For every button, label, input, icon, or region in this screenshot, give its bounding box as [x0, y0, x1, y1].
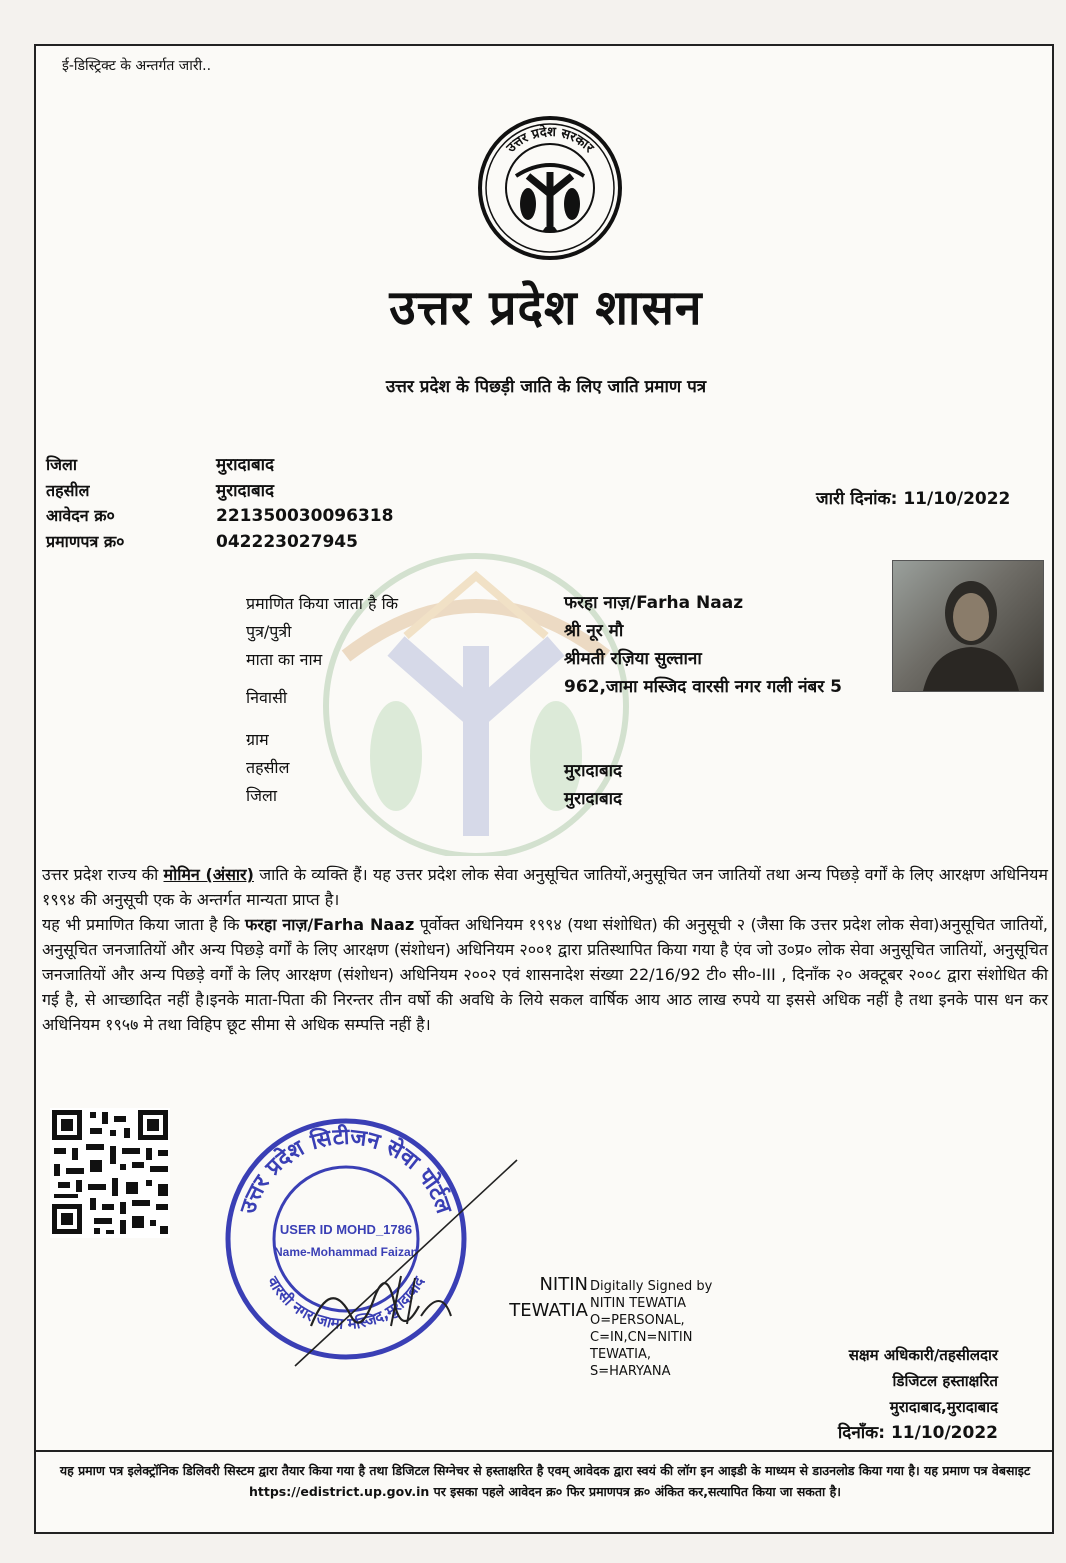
- village-label: ग्राम: [246, 730, 269, 749]
- body-p1-rest: जाति के व्यक्ति हैं। यह उत्तर प्रदेश लोक सेवा अनुसूचित जातियों,अनुसूचित जन जातियों तथा अन्य पिछड़े वर्गों के लिए आरक्षण अधिनियम १९९४ की अनुसूची एक के अन्तर्गत मान्यता प्राप्त है।: [42, 865, 1048, 909]
- digital-sig-line: NITIN TEWATIA: [590, 1296, 687, 1311]
- meta-certificate-value: 042223027945: [216, 532, 358, 552]
- certified-value: फरहा नाज़/Farha Naaz: [564, 593, 744, 613]
- mother-label: माता का नाम: [246, 650, 323, 669]
- child-label: पुत्र/पुत्री: [246, 622, 292, 641]
- meta-district: [46, 452, 274, 475]
- meta-district-label: जिला: [46, 455, 78, 474]
- footer-note: यह प्रमाण पत्र इलेक्ट्रॉनिक डिलिवरी सिस्टम द्वारा तैयार किया गया है तथा डिजिटल सिग्नेचर से हस्ताक्षरित है एवम् आवेदक द्वारा स्वयं की लॉग इन आइडी के माध्यम से डाउनलोड किया गया है। यह प्रमाण पत्र वेबसाइट https://edistrict.up.gov.in पर इसका पहले आवेदन क्र० फिर प्रमाणपत्र क्र० अंकित कर,सत्यापित किया जा सकता है।: [59, 1463, 1031, 1499]
- certificate-document: [34, 44, 1054, 1534]
- up-government-emblem: [476, 114, 624, 262]
- digital-sig-line: TEWATIA,: [590, 1347, 651, 1362]
- person-silhouette-icon: [893, 561, 1043, 691]
- field-tehsil-value: मुरादाबाद: [564, 761, 623, 781]
- caste-name: मोमिन (अंसार): [163, 865, 254, 884]
- certified-label: प्रमाणित किया जाता है कि: [246, 594, 399, 613]
- certificate-subtitle: उत्तर प्रदेश के पिछड़ी जाति के लिए जाति प्रमाण पत्र: [385, 377, 707, 397]
- resident-value: 962,जामा मस्जिद वारसी नगर गली नंबर 5: [564, 677, 842, 697]
- meta-tehsil-label: तहसील: [46, 481, 90, 500]
- stamp-user-id: USER ID MOHD_1786: [279, 1222, 413, 1237]
- competent-authority-block: [778, 1342, 998, 1446]
- field-district-label: जिला: [246, 786, 278, 805]
- meta-district-value: मुरादाबाद: [216, 455, 275, 475]
- qr-code: [50, 1108, 170, 1238]
- digital-sig-line: S=HARYANA: [590, 1364, 671, 1379]
- body-p2-intro: यह भी प्रमाणित किया जाता है कि: [42, 915, 245, 934]
- handwritten-signature: [291, 1156, 521, 1376]
- meta-tehsil-value: मुरादाबाद: [216, 481, 275, 501]
- stamp-user-name: Name-Mohammad Faizan: [273, 1245, 419, 1259]
- mother-value: श्रीमती रज़िया सुल्ताना: [564, 649, 702, 669]
- authority-location: मुरादाबाद,मुरादाबाद: [889, 1398, 998, 1416]
- digital-sig-line: C=IN,CN=NITIN: [590, 1330, 693, 1345]
- stamp-outer-text: उत्तर प्रदेश सिटीजन सेवा पोर्टल: [235, 1124, 457, 1217]
- resident-label: निवासी: [246, 688, 288, 707]
- applicant-photo: [892, 560, 1044, 692]
- signer-name-line1: NITIN: [539, 1274, 588, 1295]
- body-p2-rest: पूर्वोक्त अधिनियम १९९४ (यथा संशोधित) की अनुसूची २ (जैसा कि उत्तर प्रदेश लोक सेवा)अनुसूचित जातियों, अनुसूचित जनजातियों और अन्य पिछड़े वर्गों के लिए आरक्षण (संशोधन) अधिनियम २००१ द्वारा प्रतिस्थापित किया गया है एंव जो उ०प्र० लोक सेवा अनुसूचित जातियों, अनुसूचित जनजातियों और अन्य पिछड़े वर्गों के लिए आरक्षण (संशोधन) अधिनियम २००२ एवं शासनादेश संख्या 22/16/92 टी० सी०-III , दिनाँक २० अक्टूबर २००८ द्वारा संशोधित की गई है, से आच्छादित नहीं है।इनके माता-पिता की निरन्तर तीन वर्षो की अवधि के लिये सकल वार्षिक आय आठ लाख रुपये या इससे अधिक नहीं है तथा इनके पास धन कर अधिनियम १९५७ मे तथा विहिप छूट सीमा से अधिक सम्पत्ति नहीं है।: [42, 915, 1048, 1034]
- meta-application-label: आवेदन क्र०: [46, 506, 115, 525]
- digital-signer-name: [478, 1272, 588, 1324]
- authority-signed: डिजिटल हस्ताक्षरित: [892, 1372, 998, 1390]
- stamp-bottom-text: वारसी नगर जामा मस्जिद,मुरादाबाद: [263, 1273, 429, 1333]
- field-district-value: मुरादाबाद: [564, 789, 623, 809]
- digital-sig-line: O=PERSONAL,: [590, 1313, 685, 1328]
- child-value: श्री नूर मौ: [564, 621, 624, 641]
- page-title: उत्तर प्रदेश शासन: [389, 280, 703, 336]
- field-tehsil-label: तहसील: [246, 758, 290, 777]
- emblem-text: उत्तर प्रदेश सरकार: [503, 124, 597, 156]
- digital-signature-details: [590, 1278, 740, 1380]
- header-note: ई-डिस्ट्रिक्ट के अन्तर्गत जारी..: [62, 58, 212, 74]
- svg-text:उत्तर प्रदेश सरकार: [503, 124, 597, 157]
- issue-date: जारी दिनांक: 11/10/2022: [816, 489, 1011, 509]
- meta-certificate-label: प्रमाणपत्र क्र०: [46, 532, 125, 551]
- authority-date: दिनाँक: 11/10/2022: [837, 1423, 998, 1443]
- footer-divider: [36, 1450, 1052, 1452]
- meta-application-value: 221350030096318: [216, 506, 394, 526]
- digital-sig-line: Digitally Signed by: [590, 1279, 713, 1294]
- body-p1-intro: उत्तर प्रदेश राज्य की: [42, 865, 164, 884]
- body-p2-name: फरहा नाज़/Farha Naaz: [244, 915, 415, 934]
- meta-tehsil: [46, 478, 274, 501]
- signer-name-line2: TEWATIA: [509, 1300, 588, 1321]
- authority-title: सक्षम अधिकारी/तहसीलदार: [848, 1346, 998, 1364]
- certificate-body: [42, 862, 1048, 1037]
